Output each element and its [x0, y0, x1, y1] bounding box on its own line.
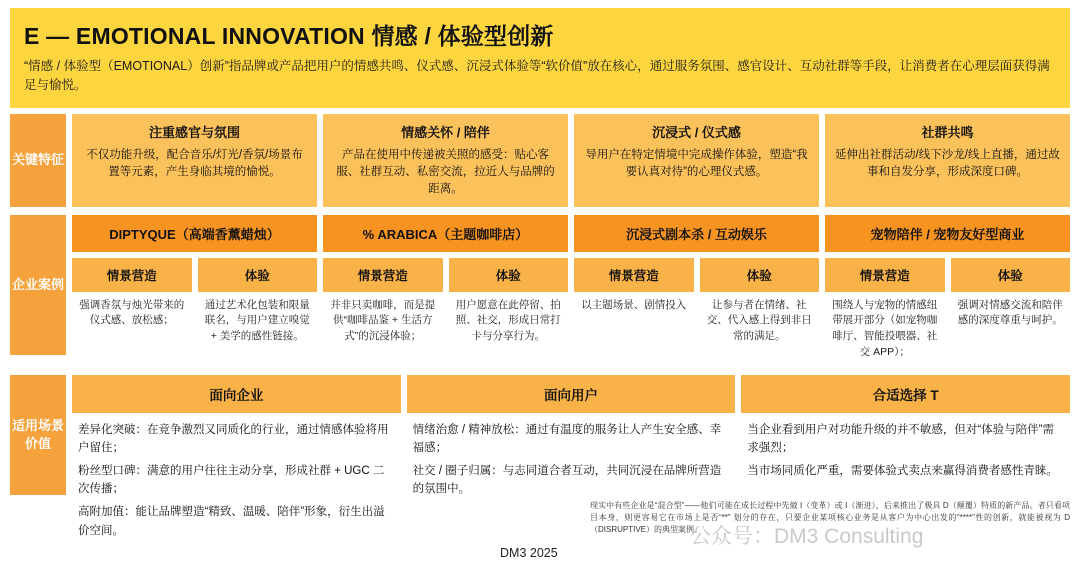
case-sub [449, 258, 569, 345]
case-card [825, 215, 1070, 361]
case-sub-title: 体验 [198, 258, 318, 292]
features-row-label: 关键特征 [10, 114, 66, 207]
page-description: “情感 / 体验型（EMOTIONAL）创新”指品牌或产品把用户的情感共鸣、仪式感、沉浸式体验等“软价值”放在核心，通过服务氛围、感官设计、互动社群等手段，让消费者在心理层面获得满足与愉悦。 [24, 59, 1050, 93]
feature-title: 沉浸式 / 仪式感 [652, 124, 741, 140]
case-sub-title: 体验 [449, 258, 569, 292]
case-card [574, 215, 819, 361]
value-column-title: 合适选择 T [741, 375, 1070, 413]
value-column [72, 375, 401, 545]
case-subrow [825, 258, 1070, 361]
slide-root [0, 8, 1080, 571]
value-column-body [72, 413, 401, 545]
watermark-text: 公众号：DM3 Consulting [690, 525, 924, 548]
footnote-text: 现实中有些企业是“混合型”——他们可能在成长过程中先做 I（变革）或 I（渐进），后来推出了极具 D（颠覆）特质的新产品。者只看项目本身，则更容易它在市场上是否“**” 划分的存在，只要企业某项核心业务是从客户为中心出发的“****”性的创新，就能被视为 D（DISRUPTIVE）的典型案例。 [590, 501, 1070, 534]
case-sub-text: 以主题场景、剧情投入 [581, 298, 687, 311]
feature-text: 产品在使用中传递被关照的感受：贴心客服、社群互动、私密交流，拉近人与品牌的距离。 [336, 148, 555, 196]
case-sub-text: 强调对情感交流和陪伴感的深度尊重与呵护。 [957, 298, 1063, 327]
slide-header [10, 8, 1070, 108]
value-column-body [407, 413, 736, 504]
case-title: 宠物陪伴 / 宠物友好型商业 [825, 215, 1070, 252]
case-sub-title: 情景营造 [574, 258, 694, 292]
features-row [10, 114, 1070, 207]
feature-title: 注重感官与氛围 [148, 124, 240, 140]
value-line: 情绪治愈 / 精神放松：通过有温度的服务让人产生安全感、幸福感； [412, 423, 722, 455]
value-line: 社交 / 圈子归属：与志同道合者互动，共同沉浸在品牌所营造的氛围中。 [412, 464, 722, 496]
case-sub-title: 情景营造 [323, 258, 443, 292]
case-sub-text: 用户愿意在此停留、拍照、社交，形成日常打卡与分享行为。 [455, 298, 561, 342]
case-sub [951, 258, 1071, 361]
case-sub [323, 258, 443, 345]
credit-text: DM3 2025 [500, 546, 558, 560]
case-sub-text: 并非只卖咖啡，而是提供“咖啡品鉴 + 生活方式”的沉浸体验； [330, 298, 436, 342]
cases-cells [72, 215, 1070, 361]
case-sub [72, 258, 192, 345]
case-sub-title: 体验 [951, 258, 1071, 292]
case-sub-text: 通过艺术化包装和限量联名，与用户建立嗅觉 + 美学的感性链接。 [204, 298, 310, 342]
case-card [72, 215, 317, 361]
case-sub-text: 强调香氛与烛光带来的仪式感、放松感； [79, 298, 185, 327]
case-sub-text: 让参与者在情绪、社交、代入感上得到非日常的满足。 [706, 298, 812, 342]
value-line: 差异化突破：在竞争激烈又同质化的行业，通过情感体验将用户留住； [78, 423, 389, 455]
case-sub-title: 体验 [700, 258, 820, 292]
value-row-label: 适用场景价值 [10, 375, 66, 495]
value-column-body [741, 413, 1070, 485]
case-sub-title: 情景营造 [825, 258, 945, 292]
case-title: % ARABICA（主题咖啡店） [323, 215, 568, 252]
case-subrow [72, 258, 317, 345]
feature-card [72, 114, 317, 207]
case-sub [198, 258, 318, 345]
feature-card [825, 114, 1070, 207]
feature-text: 导用户在特定情境中完成操作体验，塑造“我要认真对待”的心理仪式感。 [585, 148, 808, 178]
case-subrow [574, 258, 819, 345]
feature-text: 不仅功能升级，配合音乐/灯光/香氛/场景布置等元素，产生身临其境的愉悦。 [86, 148, 303, 178]
value-line: 当企业看到用户对功能升级的并不敏感，但对“体验与陪伴”需求强烈； [747, 423, 1054, 455]
case-sub [825, 258, 945, 361]
feature-title: 情感关怀 / 陪伴 [401, 124, 490, 140]
case-sub [700, 258, 820, 345]
value-column-title: 面向用户 [407, 375, 736, 413]
cases-row-label: 企业案例 [10, 215, 66, 355]
value-line: 粉丝型口碑：满意的用户往往主动分享，形成社群 + UGC 二次传播； [78, 464, 385, 496]
value-column-title: 面向企业 [72, 375, 401, 413]
page-title: E — EMOTIONAL INNOVATION 情感 / 体验型创新 [24, 23, 554, 49]
case-title: 沉浸式剧本杀 / 互动娱乐 [574, 215, 819, 252]
value-line: 高附加值：能让品牌塑造“精致、温暖、陪伴”形象，衍生出溢价空间。 [78, 506, 385, 537]
case-card [323, 215, 568, 361]
feature-title: 社群共鸣 [921, 124, 974, 140]
feature-card [574, 114, 819, 207]
feature-text: 延伸出社群活动/线下沙龙/线上直播，通过故事和自发分享，形成深度口碑。 [835, 148, 1060, 178]
value-line: 当市场同质化严重，需要体验式卖点来赢得消费者感性青睐。 [747, 464, 1058, 477]
cases-row [10, 215, 1070, 361]
case-title: DIPTYQUE（高端香薰蜡烛） [72, 215, 317, 252]
case-sub [574, 258, 694, 345]
feature-card [323, 114, 568, 207]
case-sub-title: 情景营造 [72, 258, 192, 292]
case-sub-text: 围绕人与宠物的情感纽带展开部分（如宠物咖啡厅、智能投喂器、社交 APP）； [832, 298, 938, 358]
features-cells [72, 114, 1070, 207]
case-subrow [323, 258, 568, 345]
